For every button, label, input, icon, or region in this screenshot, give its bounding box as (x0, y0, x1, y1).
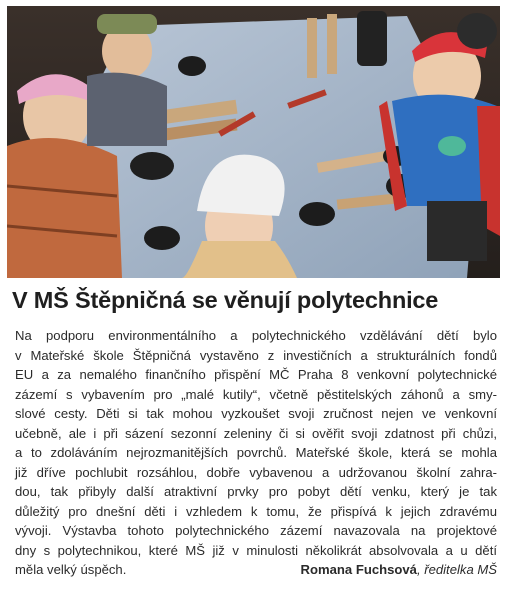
body-line: dou, tak přibyly další atraktivní prvky pro pobyt dětí venku, který je tak (15, 484, 497, 499)
body-line: důležitý pro dnešní děti i vzhledem k tomu, že přispívá k jejich zdravému (15, 503, 497, 519)
article-headline: V MŠ Štěpničná se věnují polytechnice (12, 287, 439, 313)
photo-children-playing-icon (7, 6, 500, 278)
article-body (15, 326, 497, 580)
author-role: , ředitelka MŠ (416, 562, 497, 577)
body-line: již dříve pochlubit rozsáhlou, dobře vybavenou a udržovanou školní zahra- (15, 464, 497, 480)
article-photo (7, 6, 500, 278)
body-closing-text: měla velký úspěch. (15, 562, 127, 577)
body-line: vývoji. Výstavba tohoto polytechnického zázemí navazovala na projektové (15, 523, 497, 538)
body-line: EU a za nemalého finančního přispění MČ Praha 8 venkovní polytechnické (15, 367, 497, 382)
body-line: a to zdoláváním nejrozmanitějších povrchů. Mateřské škole, která se mohla (15, 445, 497, 460)
body-line: zázemí s vybavením pro „malé kutily“, včetně pěstitelských záhonů a smy- (15, 386, 497, 402)
body-line: dny s polytechnikou, které MŠ již v minulosti několikrát absolvovala a u dětí (15, 542, 497, 558)
body-line: slové cesty. Děti si tak mohou vyzkoušet svoji zručnost nejen ve venkovní (15, 406, 497, 421)
body-line: v Mateřské škole Štěpničná vystavěno z investičních a strukturálních fondů (15, 347, 497, 363)
body-line: učebně, ale i při sázení sezonní zeleniny či si ověřit svoji zdatnost při chůzi, (15, 425, 497, 441)
body-line: Na podporu environmentálního a polytechnického vzdělávání dětí bylo (15, 328, 497, 343)
body-last-line (15, 560, 497, 580)
article-author (301, 560, 497, 580)
author-name: Romana Fuchsová (300, 562, 417, 577)
